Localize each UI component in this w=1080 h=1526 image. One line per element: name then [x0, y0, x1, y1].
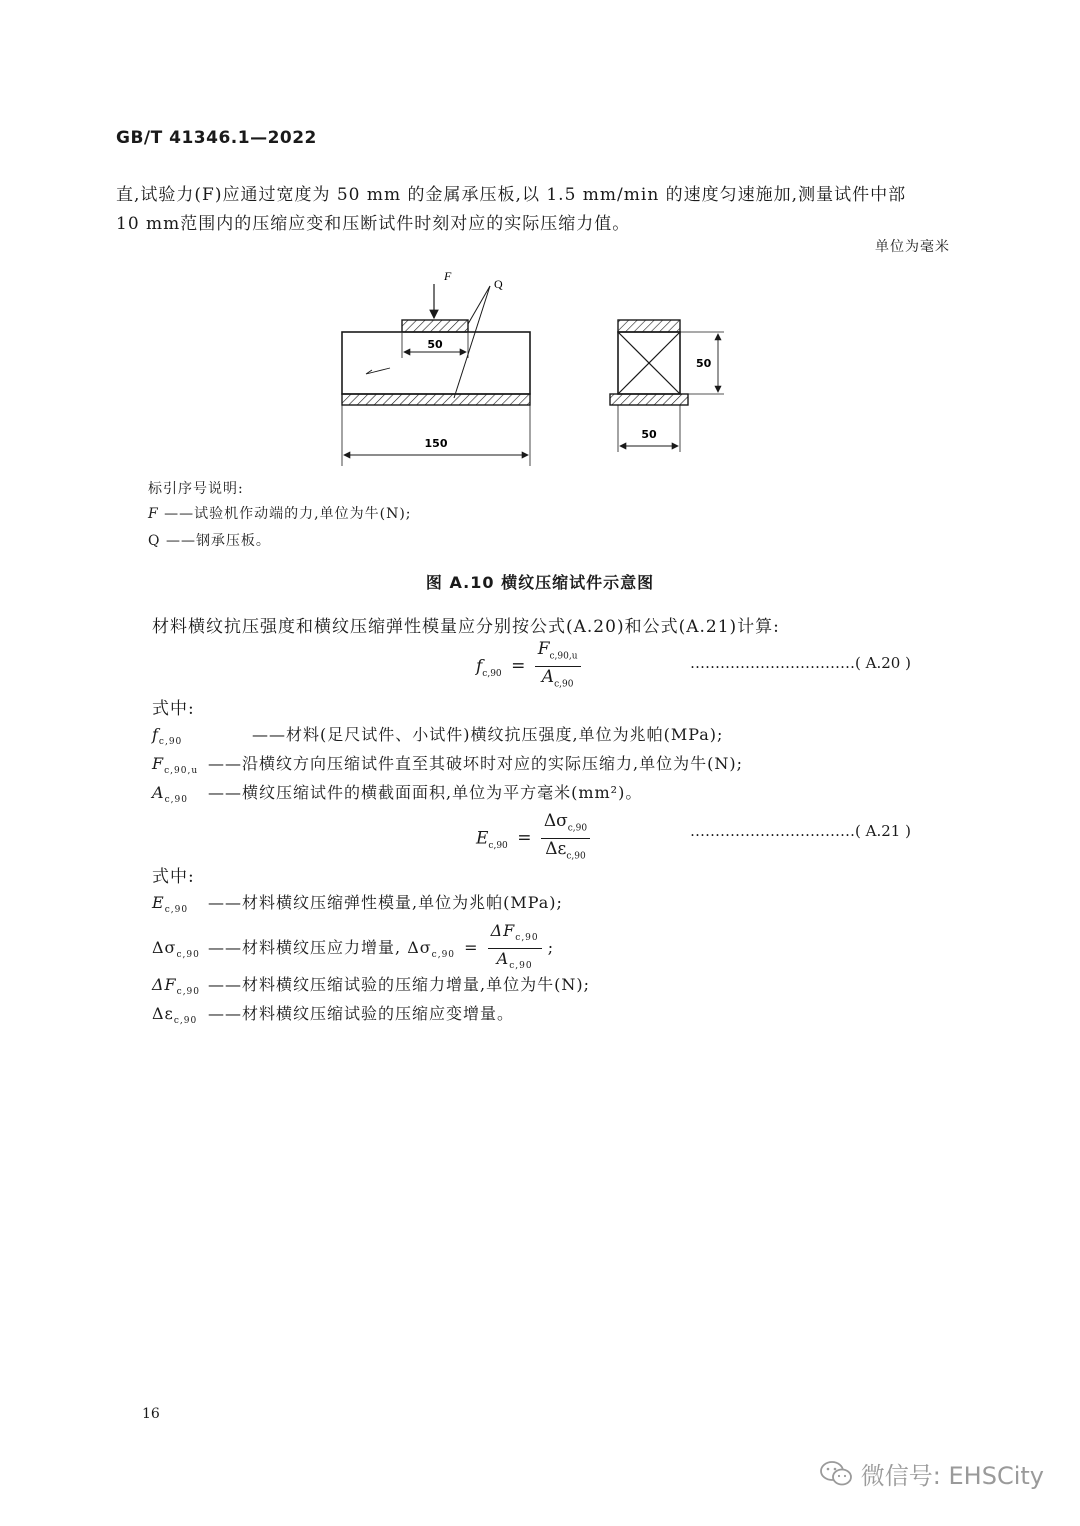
definition-A: $A_{c,90}$ ——横纹压缩试件的横截面面积,单位为平方毫米(mm²)。: [152, 783, 643, 806]
definition-delta-F: $\Delta F_{c,90}$ ——材料横纹压缩试验的压缩力增量,单位为牛(N);: [152, 975, 590, 998]
end-top-plate: [618, 320, 680, 332]
key-symbol: F: [148, 506, 159, 522]
watermark: [819, 1456, 1044, 1491]
formula-lhs: f: [476, 656, 483, 677]
standard-number: GB/T 41346.1—2022: [116, 128, 317, 148]
compression-specimen-figure: [330, 262, 740, 472]
plate-leader-bottom: [454, 286, 490, 398]
formula-a21-leader: ……………………………( A.21 ): [690, 822, 911, 840]
definition-F: $F_{c,90,u}$ ——沿横纹方向压缩试件直至其破坏时对应的实际压缩力,单位为牛(N);: [152, 754, 743, 777]
inline-fraction: $\frac{\Delta F_{c,90}}{A_{c,90}}$: [488, 922, 542, 975]
bottom-bearing-plate: [342, 394, 530, 405]
intro-line-2: 10 mm范围内的压缩应变和压断试件时刻对应的实际压缩力值。: [116, 214, 631, 234]
plate-leader-top: [468, 286, 490, 324]
where-label-1: 式中:: [152, 699, 195, 719]
side-view: [342, 269, 530, 466]
figure-caption: 图 A.10 横纹压缩试件示意图: [425, 573, 655, 592]
figure-key-item-q: [148, 530, 271, 550]
definition-delta-epsilon: $\Delta\varepsilon_{c,90}$ ——材料横纹压缩试验的压缩应变增量。: [152, 1004, 515, 1027]
unit-note: 单位为毫米: [875, 239, 950, 255]
figure-key-item-f: [148, 503, 412, 523]
height-label: 50: [696, 357, 712, 370]
formula-fraction: $\frac{\Delta\sigma_{c,90}}{\Delta\varepsilon_{c,90}}$: [541, 812, 590, 866]
wechat-icon: [819, 1460, 853, 1488]
definition-delta-sigma: $\Delta\sigma_{c,90}$ ——材料横纹压应力增量, $\Delta\sigma_{c,90}$ = $\frac{\Delta F_{c,90}}{A_{c,90}}$ ;: [152, 922, 554, 975]
key-text: ——试验机作动端的力,单位为牛(N);: [164, 506, 412, 522]
intro-line-1: 直,试验力(F)应通过宽度为 50 mm 的金属承压板,以 1.5 mm/min 的速度匀速施加,测量试件中部: [116, 185, 907, 205]
definition-E: $E_{c,90}$ ——材料横纹压缩弹性模量,单位为兆帕(MPa);: [152, 893, 563, 916]
end-bottom-plate: [610, 394, 688, 405]
formula-number: ( A.20 ): [855, 654, 911, 672]
page-number: 16: [142, 1406, 160, 1422]
plate-width-label: 50: [427, 338, 443, 351]
definition-f: $f_{c,90}$ ——材料(足尺试件、小试件)横纹抗压强度,单位为兆帕(MPa);: [152, 725, 724, 748]
watermark-text: 微信号: EHSCity: [860, 1462, 1044, 1490]
figure-key-title: 标引序号说明:: [148, 481, 244, 497]
formula-fraction: $\frac{F_{c,90,u}}{A_{c,90}}$: [535, 640, 581, 694]
force-label: F: [444, 269, 452, 283]
grain-direction-icon: [366, 368, 390, 374]
formula-a20-leader: ……………………………( A.20 ): [690, 654, 911, 672]
plate-label: Q: [494, 277, 503, 291]
where-label-2: 式中:: [152, 867, 195, 887]
key-text: ——钢承压板。: [165, 533, 271, 549]
end-view: [610, 320, 724, 452]
key-symbol: Q: [148, 533, 161, 549]
width-label: 50: [641, 428, 657, 441]
top-bearing-plate: [402, 320, 468, 332]
calc-intro: 材料横纹抗压强度和横纹压缩弹性模量应分别按公式(A.20)和公式(A.21)计算:: [152, 617, 780, 637]
formula-lhs: E: [476, 828, 489, 849]
formula-a20: $f_{c,90}$ = $\frac{F_{c,90,u}}{A_{c,90}}$: [476, 640, 581, 694]
length-label: 150: [424, 437, 448, 450]
formula-number: ( A.21 ): [855, 822, 911, 840]
formula-a21: $E_{c,90}$ = $\frac{\Delta\sigma_{c,90}}{\Delta\varepsilon_{c,90}}$: [476, 812, 590, 866]
